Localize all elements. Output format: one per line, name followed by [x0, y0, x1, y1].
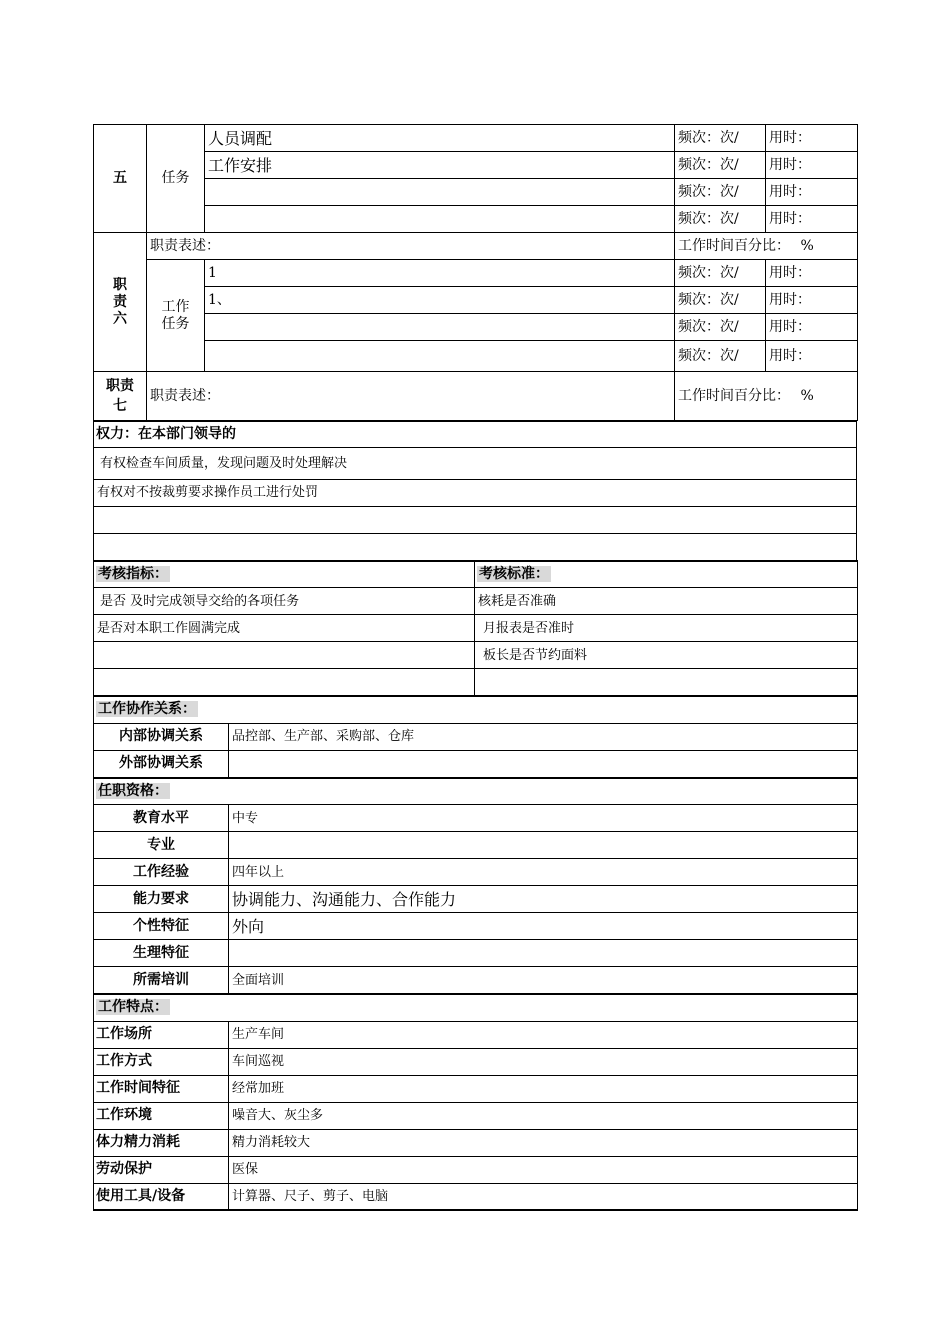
feature-label: 体力精力消耗 [94, 1129, 229, 1156]
duty6-task-label-line: 工作 [161, 298, 190, 315]
duty6-task-freq[interactable]: 频次：次/ [675, 341, 766, 372]
qualification-label: 所需培训 [94, 967, 229, 994]
duty5-task-time[interactable]: 用时： [766, 206, 858, 233]
cooperation-value[interactable] [229, 750, 858, 777]
duty6-percent-sign: % [800, 237, 814, 254]
authority-title: 权力：在本部门领导的 [94, 421, 857, 447]
duty6-task-freq[interactable]: 频次：次/ [675, 260, 766, 287]
cooperation-value[interactable]: 品控部、生产部、采购部、仓库 [229, 723, 858, 750]
duty6-task-text[interactable]: 1 [205, 260, 675, 287]
indicator-title-cell [94, 561, 475, 588]
duty6-task-label-line: 任务 [161, 315, 190, 332]
assessment-table [93, 560, 858, 697]
qualification-title-cell [94, 778, 858, 805]
cooperation-label: 内部协调关系 [94, 723, 229, 750]
duty5-task-freq[interactable]: 频次：次/ [675, 206, 766, 233]
feature-value[interactable]: 计算器、尺子、剪子、电脑 [229, 1183, 858, 1210]
duty7-label-line: 职责 [106, 378, 134, 394]
qualification-value[interactable]: 全面培训 [229, 967, 858, 994]
feature-label: 劳动保护 [94, 1156, 229, 1183]
duty5-task-label: 任务 [147, 125, 205, 233]
features-table [93, 993, 858, 1211]
duty6-percent[interactable] [675, 233, 858, 260]
duty6-label [94, 233, 147, 372]
qualification-label: 个性特征 [94, 913, 229, 940]
indicator-cell[interactable] [94, 669, 475, 696]
authority-item[interactable] [94, 506, 857, 533]
feature-label: 工作场所 [94, 1021, 229, 1048]
duty6-percent-label: 工作时间百分比： [678, 237, 790, 254]
cooperation-table [93, 695, 858, 778]
qualification-value[interactable] [229, 832, 858, 859]
duty6-task-freq[interactable]: 频次：次/ [675, 287, 766, 314]
duty6-desc-label: 职责表述： [147, 233, 675, 260]
qualification-value[interactable]: 协调能力、沟通能力、合作能力 [229, 886, 858, 913]
features-title: 工作特点： [98, 999, 168, 1016]
duty5-task-freq[interactable]: 频次：次/ [675, 179, 766, 206]
indicator-title: 考核指标： [98, 565, 168, 582]
duty7-label [94, 372, 147, 421]
authority-table [93, 420, 857, 561]
qualification-label: 能力要求 [94, 886, 229, 913]
duty6-task-text[interactable]: 1、 [205, 287, 675, 314]
duty6-label-line: 职 [113, 276, 127, 293]
qualification-label: 教育水平 [94, 805, 229, 832]
duty7-desc-label: 职责表述： [147, 372, 675, 421]
feature-value[interactable]: 车间巡视 [229, 1048, 858, 1075]
feature-label: 工作环境 [94, 1102, 229, 1129]
feature-value[interactable]: 噪音大、灰尘多 [229, 1102, 858, 1129]
authority-item[interactable]: 有权对不按裁剪要求操作员工进行处罚 [94, 479, 857, 506]
qualification-label: 专业 [94, 832, 229, 859]
standard-cell[interactable]: 月报表是否准时 [475, 615, 858, 642]
standard-title: 考核标准： [479, 565, 549, 582]
qualification-label: 生理特征 [94, 940, 229, 967]
qualification-value[interactable]: 中专 [229, 805, 858, 832]
standard-cell[interactable]: 板长是否节约面料 [475, 642, 858, 669]
duty5-task-text[interactable]: 人员调配 [205, 125, 675, 152]
duty5-task-time[interactable]: 用时： [766, 179, 858, 206]
feature-value[interactable]: 生产车间 [229, 1021, 858, 1048]
duty5-task-text[interactable] [205, 179, 675, 206]
feature-value[interactable]: 精力消耗较大 [229, 1129, 858, 1156]
duty6-task-time[interactable]: 用时： [766, 341, 858, 372]
duty7-percent-sign: % [800, 387, 814, 404]
duty5-label: 五 [94, 125, 147, 233]
duty7-percent[interactable] [675, 372, 858, 421]
qualification-value[interactable]: 外向 [229, 913, 858, 940]
duty5-task-freq[interactable]: 频次：次/ [675, 152, 766, 179]
duty5-task-text[interactable]: 工作安排 [205, 152, 675, 179]
indicator-cell[interactable]: 是否对本职工作圆满完成 [94, 615, 475, 642]
qualification-value[interactable] [229, 940, 858, 967]
duty5-task-text[interactable] [205, 206, 675, 233]
qualification-title: 任职资格： [98, 782, 168, 799]
authority-item[interactable] [94, 533, 857, 560]
qualification-label: 工作经验 [94, 859, 229, 886]
feature-label: 工作时间特征 [94, 1075, 229, 1102]
indicator-cell[interactable]: 是否 及时完成领导交给的各项任务 [94, 588, 475, 615]
duty5-task-freq[interactable]: 频次：次/ [675, 125, 766, 152]
feature-value[interactable]: 医保 [229, 1156, 858, 1183]
duty6-task-text[interactable] [205, 341, 675, 372]
duty5-task-time[interactable]: 用时： [766, 152, 858, 179]
duty6-task-time[interactable]: 用时： [766, 314, 858, 341]
authority-item[interactable]: 有权检查车间质量，发现问题及时处理解决 [94, 447, 857, 479]
duty7-percent-label: 工作时间百分比： [678, 387, 790, 404]
duty6-label-line: 六 [113, 310, 127, 327]
duty6-label-line: 责 [113, 293, 127, 310]
duty6-task-time[interactable]: 用时： [766, 260, 858, 287]
duty6-task-time[interactable]: 用时： [766, 287, 858, 314]
features-title-cell [94, 994, 858, 1021]
feature-label: 工作方式 [94, 1048, 229, 1075]
cooperation-title-cell [94, 696, 858, 723]
cooperation-label: 外部协调关系 [94, 750, 229, 777]
cooperation-title: 工作协作关系： [98, 701, 196, 718]
qualification-table [93, 777, 858, 995]
duty5-task-time[interactable]: 用时： [766, 125, 858, 152]
standard-title-cell [475, 561, 858, 588]
feature-value[interactable]: 经常加班 [229, 1075, 858, 1102]
duties-table [93, 124, 858, 421]
duty6-task-label [147, 260, 205, 372]
duty6-task-freq[interactable]: 频次：次/ [675, 314, 766, 341]
duty6-task-text[interactable] [205, 314, 675, 341]
standard-cell[interactable] [475, 669, 858, 696]
qualification-value[interactable]: 四年以上 [229, 859, 858, 886]
job-description-sheet [93, 124, 857, 1211]
standard-cell[interactable]: 核耗是否准确 [475, 588, 858, 615]
feature-label: 使用工具/设备 [94, 1183, 229, 1210]
indicator-cell[interactable] [94, 642, 475, 669]
duty7-label-line: 七 [113, 398, 127, 414]
